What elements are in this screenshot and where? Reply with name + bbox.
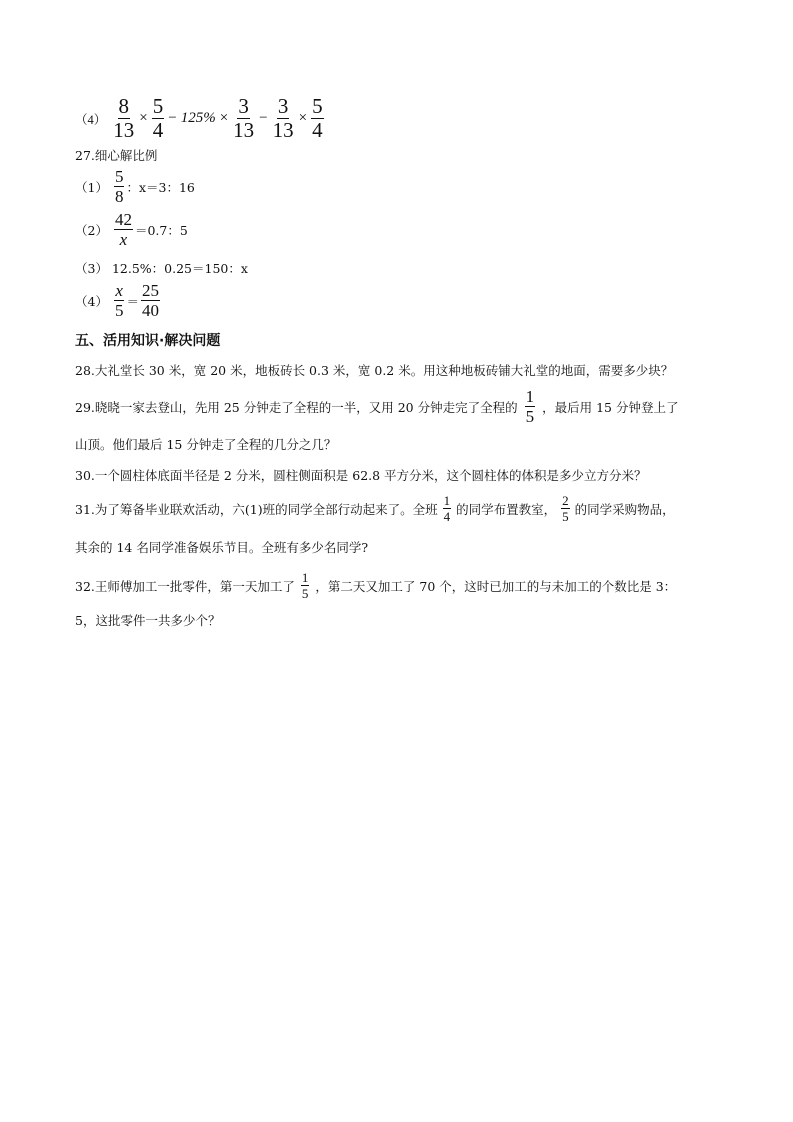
fraction: $\frac{1}{4}$ bbox=[443, 493, 451, 524]
q31-line1: 31.为了筹备毕业联欢活动，六(1)班的同学全部行动起来了。全班 $\frac{1}{4}$ 的同学布置教室， $\frac{2}{5}$ 的同学采购物品， bbox=[75, 493, 675, 524]
q27-title: 27.细心解比例 bbox=[75, 148, 158, 163]
q30-text: 30.一个圆柱体底面半径是 2 分米，圆柱侧面积是 62.8 平方分米，这个圆柱体的体积是多少立方分米？ bbox=[75, 468, 647, 483]
fraction: $\frac{3}{13}$ bbox=[233, 94, 255, 142]
q27-part2: （2） $\frac{42}{x}$ ＝0.7：5 bbox=[75, 210, 188, 249]
fraction: $\frac{5}{4}$ bbox=[152, 94, 164, 142]
q28-text: 28.大礼堂长 30 米，宽 20 米，地板砖长 0.3 米，宽 0.2 米。用这种地板砖铺大礼堂的地面，需要多少块？ bbox=[75, 363, 674, 378]
times-sign: × bbox=[298, 110, 308, 126]
q27-part3: （3） 12.5%：0.25＝150：x bbox=[75, 261, 248, 276]
times-sign: × bbox=[219, 110, 229, 126]
fraction: $\frac{x}{5}$ bbox=[114, 281, 124, 320]
q29-line2: 山顶。他们最后 15 分钟走了全程的几分之几？ bbox=[75, 437, 337, 452]
fraction: $\frac{8}{13}$ bbox=[113, 94, 135, 142]
fraction: $\frac{2}{5}$ bbox=[562, 493, 569, 524]
fraction: $\frac{3}{13}$ bbox=[272, 94, 294, 142]
times-sign: × bbox=[139, 110, 148, 126]
percent-value: 125% bbox=[180, 110, 216, 126]
q32-line2: 5，这批零件一共多少个？ bbox=[75, 613, 221, 628]
q26-4-label: （4） bbox=[75, 112, 107, 127]
fraction: $\frac{5}{4}$ bbox=[312, 94, 323, 142]
fraction: $\frac{42}{x}$ bbox=[114, 210, 132, 249]
minus-sign: − bbox=[259, 110, 268, 126]
fraction: $\frac{25}{40}$ bbox=[141, 281, 159, 320]
q26-4-expression bbox=[75, 96, 326, 141]
fraction: $\frac{1}{5}$ bbox=[301, 570, 309, 601]
section-heading: 五、活用知识·解决问题 bbox=[75, 333, 221, 349]
fraction: $\frac{1}{5}$ bbox=[525, 387, 535, 426]
q29-line1: 29.晓晓一家去登山，先用 25 分钟走了全程的一半，又用 20 分钟走完了全程的 $\frac{1}{5}$ ，最后用 15 分钟登上了 bbox=[75, 387, 679, 426]
q27-part4: （4） $\frac{x}{5}$ ＝ $\frac{25}{40}$ bbox=[75, 281, 159, 320]
q31-line2: 其余的 14 名同学准备娱乐节目。全班有多少名同学? bbox=[75, 540, 369, 555]
q32-line1: 32.王师傅加工一批零件，第一天加工了 $\frac{1}{5}$ ，第二天又加工了 70 个，这时已加工的与未加工的个数比是 3： bbox=[75, 570, 677, 601]
fraction: $\frac{5}{8}$ bbox=[114, 167, 124, 206]
minus-sign: − bbox=[168, 110, 177, 126]
q27-part1: （1） $\frac{5}{8}$ ：x＝3：16 bbox=[75, 167, 195, 206]
